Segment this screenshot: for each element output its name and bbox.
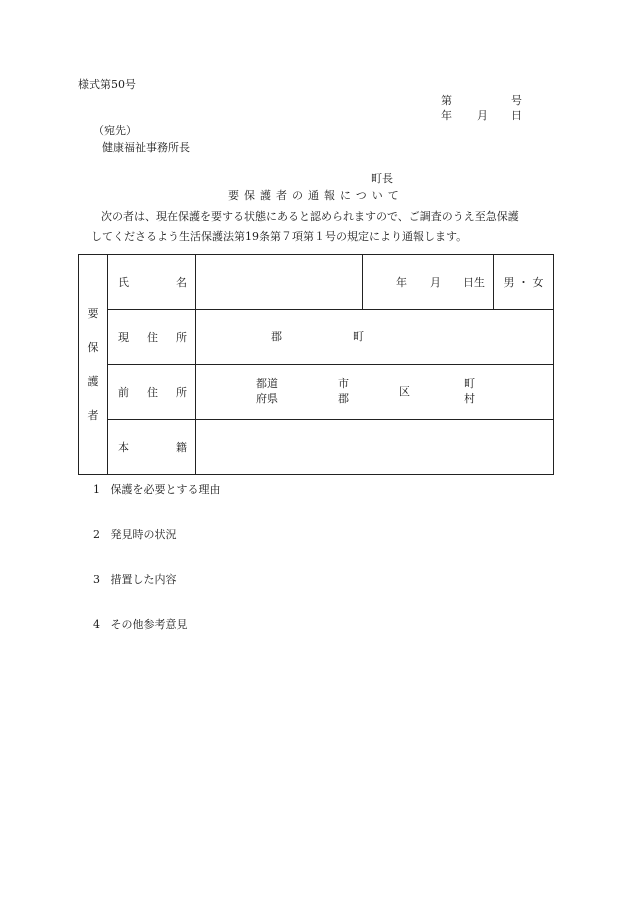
prev-address-label: 前 住 所	[108, 365, 196, 420]
side-label: 要 保 護 者	[79, 255, 108, 475]
addressee-office: 健康福祉事務所長	[102, 141, 190, 154]
honseki-label: 本 籍	[108, 420, 196, 475]
body-line-1: 次の者は、現在保護を要する状態にあると認められますので、ご調査のうえ至急保護	[101, 210, 519, 223]
address-field[interactable]: 郡 町	[196, 310, 554, 365]
birth-date-field[interactable]: 年 月 日生	[363, 255, 494, 310]
doc-number-suffix: 号	[511, 94, 522, 107]
date-month: 月	[477, 109, 488, 122]
addressee-label: （宛先）	[93, 124, 137, 137]
sex-field[interactable]: 男 ・ 女	[494, 255, 554, 310]
doc-number-prefix: 第	[441, 94, 452, 107]
item-4: 4 その他参考意見	[93, 618, 188, 631]
item-1: 1 保護を必要とする理由	[93, 483, 221, 496]
document-title: 要保護者の通報について	[228, 189, 404, 202]
prev-address-field[interactable]: 都道 府県 市 郡 区 町 村	[196, 365, 554, 420]
address-label: 現 住 所	[108, 310, 196, 365]
item-3: 3 措置した内容	[93, 573, 177, 586]
honseki-field[interactable]	[196, 420, 554, 475]
protected-person-table	[78, 254, 554, 475]
name-field[interactable]	[196, 255, 363, 310]
name-label: 氏 名	[108, 255, 196, 310]
date-day: 日	[511, 109, 522, 122]
date-year: 年	[441, 109, 452, 122]
form-number: 様式第50号	[78, 78, 136, 91]
sender: 町長	[371, 172, 393, 185]
body-line-2: してくださるよう生活保護法第19条第７項第１号の規定により通報します。	[91, 230, 468, 243]
item-2: 2 発見時の状況	[93, 528, 177, 541]
